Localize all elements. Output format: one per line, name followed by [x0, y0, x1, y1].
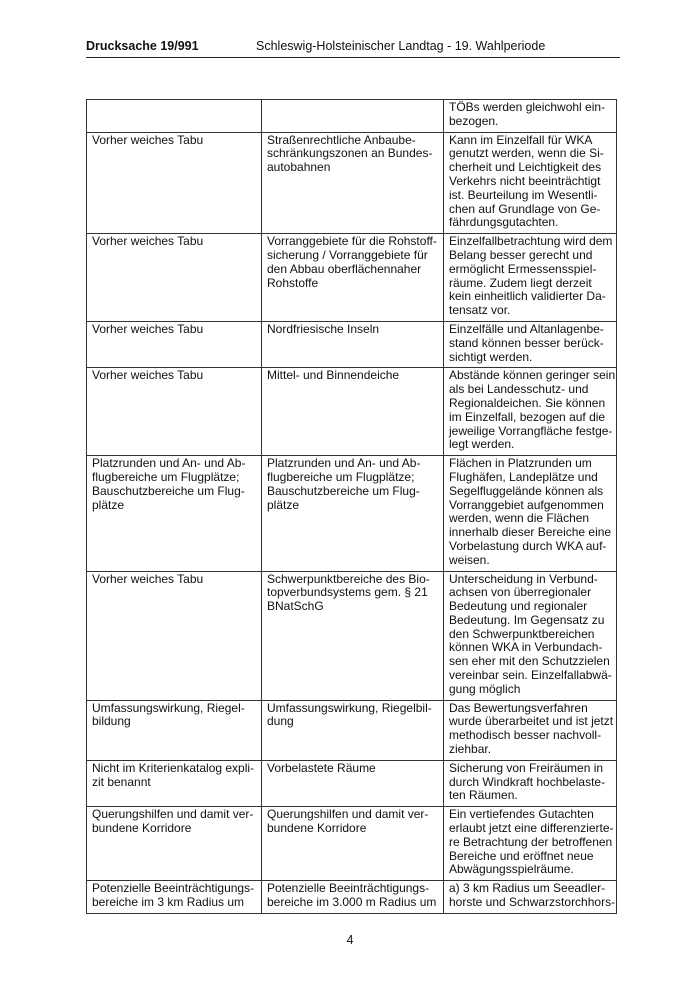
table-row: [87, 571, 617, 700]
cell-text-line: methodisch besser nachvoll-: [449, 728, 602, 743]
cell-text-line: Abstände können geringer sein: [449, 368, 616, 383]
cell-text-line: weisen.: [449, 552, 490, 567]
cell-text-line: den Abbau oberflächennaher: [267, 261, 422, 276]
cell-text-line: Potenzielle Beeinträchtigungs-: [267, 881, 430, 896]
cell-text-line: Umfassungswirkung, Riegelbil-: [267, 700, 432, 715]
criterion-cell: [262, 807, 444, 881]
cell-text-line: Bedeutung und regionaler: [449, 599, 588, 614]
cell-text-line: Nicht im Kriterienkatalog expli-: [92, 760, 255, 775]
table-row: [87, 456, 617, 571]
table-row: [87, 760, 617, 806]
cell-text-line: a) 3 km Radius um Seeadler-: [449, 881, 606, 896]
cell-text-line: Vorher weiches Tabu: [92, 368, 204, 383]
cell-text-line: jeweilige Vorrangfläche festge-: [449, 423, 613, 438]
criteria-table: [86, 99, 617, 914]
cell-text-line: ziehbar.: [449, 742, 492, 757]
justification-cell: [444, 234, 617, 322]
cell-text-line: werden, wenn die Flächen: [449, 511, 590, 526]
cell-text-line: Vorranggebiet aufgenommen: [449, 497, 604, 512]
criterion-cell: [262, 571, 444, 700]
criterion-cell: [262, 100, 444, 133]
cell-text-line: Das Bewertungsverfahren: [449, 700, 588, 715]
previous-status-cell: [87, 700, 262, 760]
justification-cell: [444, 321, 617, 367]
cell-text-line: kein einheitlich validierter Da-: [449, 289, 606, 304]
justification-cell: [444, 132, 617, 234]
cell-text-line: als bei Landesschutz- und: [449, 382, 589, 397]
cell-text-line: legt werden.: [449, 437, 515, 452]
cell-text-line: stand können besser berück-: [449, 335, 604, 350]
cell-text-line: BNatSchG: [267, 599, 324, 614]
cell-text-line: Flughäfen, Landeplätze und: [449, 469, 598, 484]
cell-text-line: tensatz vor.: [449, 303, 511, 318]
cell-text-line: sichtigt werden.: [449, 349, 533, 364]
previous-status-cell: [87, 234, 262, 322]
page-number: 4: [346, 933, 354, 947]
cell-text-line: Bedeutung. Im Gegensatz zu: [449, 612, 605, 627]
criterion-cell: [262, 132, 444, 234]
table-row: [87, 881, 617, 914]
cell-text-line: bezogen.: [449, 113, 499, 128]
cell-text-line: den Schwerpunktbereichen: [449, 626, 595, 641]
previous-status-cell: [87, 368, 262, 456]
document-number: Drucksache 19/991: [86, 39, 199, 53]
cell-text-line: plätze: [92, 497, 125, 512]
cell-text-line: Vorbelastete Räume: [267, 760, 376, 775]
criterion-cell: [262, 700, 444, 760]
cell-text-line: innerhalb dieser Bereiche eine: [449, 525, 612, 540]
previous-status-cell: [87, 881, 262, 914]
cell-text-line: wurde überarbeitet und ist jetzt: [449, 714, 614, 729]
previous-status-cell: [87, 132, 262, 234]
cell-text-line: Einzelfälle und Altanlagenbe-: [449, 321, 604, 336]
table-row: [87, 807, 617, 881]
justification-cell: [444, 368, 617, 456]
cell-text-line: TÖBs werden gleichwohl ein-: [449, 100, 606, 114]
cell-text-line: Nordfriesische Inseln: [267, 321, 380, 336]
cell-text-line: Vorher weiches Tabu: [92, 321, 204, 336]
cell-text-line: bundene Korridore: [267, 821, 367, 836]
table-row: [87, 321, 617, 367]
cell-text-line: Kann im Einzelfall für WKA: [449, 132, 593, 147]
criterion-cell: [262, 321, 444, 367]
cell-text-line: Vorher weiches Tabu: [92, 234, 204, 249]
criteria-table-body: [87, 100, 617, 914]
previous-status-cell: [87, 571, 262, 700]
cell-text-line: Platzrunden und An- und Ab-: [92, 456, 246, 471]
justification-cell: [444, 456, 617, 571]
cell-text-line: plätze: [267, 497, 300, 512]
criterion-cell: [262, 760, 444, 806]
cell-text-line: cherheit und Leichtigkeit des: [449, 160, 602, 175]
cell-text-line: Potenzielle Beeinträchtigungs-: [92, 881, 255, 896]
cell-text-line: Einzelfallbetrachtung wird dem: [449, 234, 613, 249]
cell-text-line: Verkehrs nicht beeinträchtigt: [449, 173, 601, 188]
justification-cell: [444, 100, 617, 133]
cell-text-line: Rohstoffe: [267, 275, 319, 290]
cell-text-line: Segelfluggelände können als: [449, 483, 604, 498]
table-row: [87, 234, 617, 322]
cell-text-line: schränkungszonen an Bundes-: [267, 146, 433, 161]
cell-text-line: Querungshilfen und damit ver-: [92, 807, 254, 822]
cell-text-line: Bauschutzbereiche um Flug-: [92, 483, 245, 498]
criterion-cell: [262, 234, 444, 322]
cell-text-line: genutzt werden, wenn die Si-: [449, 146, 604, 161]
cell-text-line: Vorbelastung durch WKA auf-: [449, 538, 607, 553]
cell-text-line: flugbereiche um Flugplätze;: [267, 469, 415, 484]
cell-text-line: Belang besser gerecht und: [449, 247, 593, 262]
cell-text-line: Vorranggebiete für die Rohstoff-: [267, 234, 437, 249]
cell-text-line: Sicherung von Freiräumen in: [449, 760, 604, 775]
cell-text-line: Regionaldeichen. Sie können: [449, 395, 606, 410]
criterion-cell: [262, 368, 444, 456]
justification-cell: [444, 760, 617, 806]
justification-cell: [444, 571, 617, 700]
cell-text-line: Bauschutzbereiche um Flug-: [267, 483, 420, 498]
parliament-title: Schleswig-Holsteinischer Landtag - 19. Wahlperiode: [256, 39, 546, 53]
cell-text-line: Schwerpunktbereiche des Bio-: [267, 571, 430, 586]
cell-text-line: Mittel- und Binnendeiche: [267, 368, 400, 383]
cell-text-line: Vorher weiches Tabu: [92, 571, 204, 586]
cell-text-line: Straßenrechtliche Anbaube-: [267, 132, 416, 147]
justification-cell: [444, 700, 617, 760]
cell-text-line: ten Räumen.: [449, 788, 518, 803]
cell-text-line: räume. Zudem liegt derzeit: [449, 275, 592, 290]
table-row: [87, 700, 617, 760]
cell-text-line: flugbereiche um Flugplätze;: [92, 469, 240, 484]
header-divider: [86, 57, 620, 58]
previous-status-cell: [87, 100, 262, 133]
previous-status-cell: [87, 456, 262, 571]
cell-text-line: sen eher mit den Schutzzielen: [449, 654, 610, 669]
cell-text-line: erlaubt jetzt eine differenzierte-: [449, 821, 614, 836]
cell-text-line: horste und Schwarzstorchhors-: [449, 895, 616, 910]
cell-text-line: ermöglicht Ermessensspiel-: [449, 261, 597, 276]
table-row: [87, 368, 617, 456]
cell-text-line: Flächen in Platzrunden um: [449, 456, 592, 471]
cell-text-line: im Einzelfall, bezogen auf die: [449, 409, 606, 424]
cell-text-line: gung möglich: [449, 681, 521, 696]
cell-text-line: durch Windkraft hochbelaste-: [449, 774, 606, 789]
cell-text-line: dung: [267, 714, 294, 729]
cell-text-line: bildung: [92, 714, 131, 729]
cell-text-line: vereinbar sein. Einzelfallabwä-: [449, 668, 612, 683]
cell-text-line: bundene Korridore: [92, 821, 192, 836]
cell-text-line: Querungshilfen und damit ver-: [267, 807, 429, 822]
cell-text-line: ist. Beurteilung im Wesentli-: [449, 187, 598, 202]
cell-text-line: fährdungsgutachten.: [449, 215, 559, 230]
criterion-cell: [262, 881, 444, 914]
cell-text-line: topverbundsystems gem. § 21: [267, 585, 428, 600]
justification-cell: [444, 807, 617, 881]
cell-text-line: zit benannt: [92, 774, 151, 789]
cell-text-line: achsen von überregionaler: [449, 585, 592, 600]
table-row: [87, 132, 617, 234]
previous-status-cell: [87, 807, 262, 881]
cell-text-line: re Betrachtung der betroffenen: [449, 834, 613, 849]
cell-text-line: bereiche im 3.000 m Radius um: [267, 895, 437, 910]
cell-text-line: Platzrunden und An- und Ab-: [267, 456, 421, 471]
cell-text-line: Ein vertiefendes Gutachten: [449, 807, 594, 822]
cell-text-line: Abwägungsspielräume.: [449, 862, 574, 877]
cell-text-line: Vorher weiches Tabu: [92, 132, 204, 147]
cell-text-line: chen auf Grundlage von Ge-: [449, 201, 601, 216]
cell-text-line: bereiche im 3 km Radius um: [92, 895, 245, 910]
table-row: [87, 100, 617, 133]
cell-text-line: Unterscheidung in Verbund-: [449, 571, 598, 586]
justification-cell: [444, 881, 617, 914]
cell-text-line: sicherung / Vorranggebiete für: [267, 247, 428, 262]
cell-text-line: Bereiche und eröffnet neue: [449, 848, 594, 863]
cell-text-line: autobahnen: [267, 160, 331, 175]
previous-status-cell: [87, 760, 262, 806]
cell-text-line: Umfassungswirkung, Riegel-: [92, 700, 245, 715]
previous-status-cell: [87, 321, 262, 367]
criterion-cell: [262, 456, 444, 571]
cell-text-line: können WKA in Verbundach-: [449, 640, 603, 655]
